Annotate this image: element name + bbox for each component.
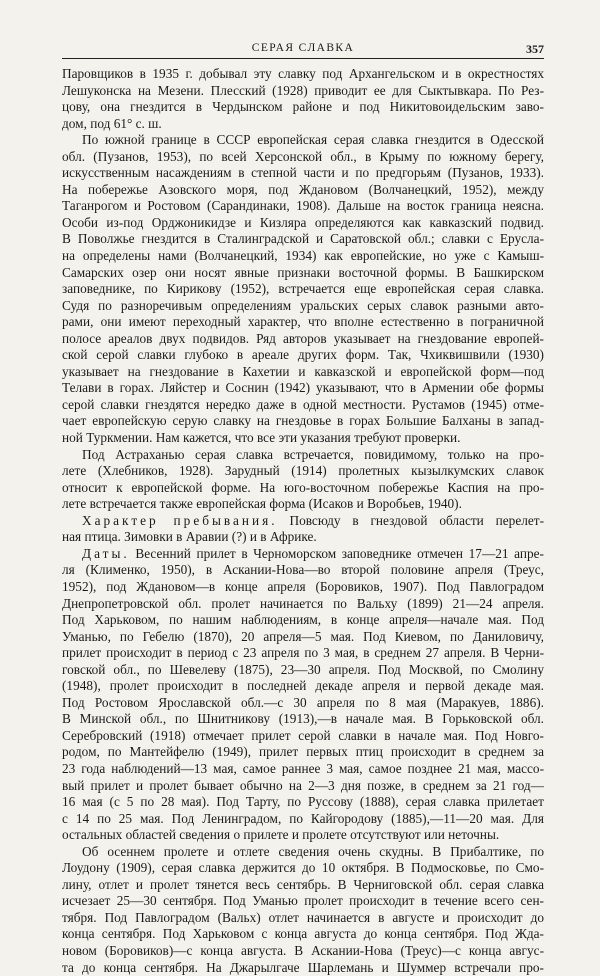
text-line: полосе ареалов двух подвидов. Ряд авторов указывает на гнездование европей- xyxy=(62,330,544,346)
text-line: прилет происходит в период с 23 апреля по 3 мая, в среднем 27 апреля. В Черни- xyxy=(62,645,544,661)
text-line: 23 года наблюдений—13 мая, самое раннее 3 мая, самое позднее 21 мая, массо- xyxy=(62,760,544,776)
text-line: Характер пребывания. Повсюду в гнездовой области перелет- xyxy=(82,512,544,528)
body-text xyxy=(62,66,544,976)
text-line: на определены нами (Волчанецкий, 1934) как европейские, но уже с Камыш- xyxy=(62,248,544,264)
text-line: Особи из-под Орджоникидзе и Кизляра определяются как кавказский подвид. xyxy=(62,214,544,230)
text-line: 1952), под Ждановом—в конце апреля (Боровиков, 1907). Под Павлоградом xyxy=(62,578,544,594)
text-line: тября. Под Павлоградом (Вальх) отлет начинается в августе и происходит до xyxy=(62,909,544,925)
text-line: говской обл., по Шевелеву (1875), 23—30 апреля. Под Москвой, по Смолину xyxy=(62,661,544,677)
text-line: чает европейскую серую славку на гнездовье в горах Большие Балханы в запад- xyxy=(62,413,544,429)
text-line: Серебровский (1918) отмечает прилет серой славки в начале мая. Под Новго- xyxy=(62,727,544,743)
text-line: Под Харьковом, по нашим наблюдениям, в конце апреля—начале мая. Под xyxy=(62,612,544,628)
page-number: 357 xyxy=(526,42,544,56)
text-line: серой славки гнездятся нередко даже в одной местности. Рустамов (1945) отме- xyxy=(62,396,544,412)
text-line: конца сентября. Под Харьковом с конца августа до конца сентября. Под Жда- xyxy=(62,926,544,942)
text-line: Паровщиков в 1935 г. добывал эту славку под Архангельском и в окрестностях xyxy=(62,66,544,81)
text-line: Лешуконска на Мезени. Плесский (1928) приводит ее для Сыктывкара. По Рез- xyxy=(62,82,544,98)
text-line: исчезает 25—30 сентября. Под Уманью пролет происходит в течение всего сен- xyxy=(62,893,544,909)
text-line: ля (Клименко, 1950), в Аскании-Нова—во второй половине апреля (Треус, xyxy=(62,562,544,578)
page-header xyxy=(62,42,544,62)
text-line: та до конца сентября. На Джарылгаче Шарлемань и Шуммер встречали про- xyxy=(62,959,544,975)
text-line: лете встречается также европейская форма (Исаков и Воробьев, 1940). xyxy=(62,496,462,512)
spaced-heading-word: Характер пребывания. xyxy=(82,512,278,528)
text-line: Самарских озер они носят явные признаки восточной формы. В Башкирском xyxy=(62,264,544,280)
text-line: ная птица. Зимовки в Аравии (?) и в Африке. xyxy=(62,529,317,545)
text-line: На побережье Азовского моря, под Ждановом (Волчанецкий, 1952), между xyxy=(62,181,544,197)
text-line: Об осеннем пролете и отлете сведения очень скудны. В Прибалтике, по xyxy=(82,843,544,859)
text-line: цову, она гнездится в Чердынском районе и под Никитовоидельским заво- xyxy=(62,99,544,115)
text-line: Под Астраханью серая славка встречается, повидимому, только на про- xyxy=(82,446,544,462)
text-line: вый прилет и пролет бывает обычно на 2—3 дня позже, в среднем за 21 год— xyxy=(62,777,544,793)
text-line: остальных областей сведения о прилете и пролете отсутствуют или неточны. xyxy=(62,827,500,843)
text-line: 16 мая (с 5 по 28 мая). Под Тарту, по Руссову (1888), серая славка прилетает xyxy=(62,794,544,810)
text-line: ной Туркмении. Нам кажется, что все эти указания требуют проверки. xyxy=(62,430,461,446)
text-line: обл. (Пузанов, 1953), по всей Херсонской обл., в Крыму по южному берегу, xyxy=(62,148,544,164)
text-line: Лоудону (1909), серая славка держится до 10 октября. В Подмосковье, по Смо- xyxy=(62,860,544,876)
text-line: ской серой славки глубоко в ареале других форм. Так, Чхиквишвили (1930) xyxy=(62,347,544,363)
text-line: Днепропетровской обл. пролет начинается по Вальху (1899) 21—24 апреля. xyxy=(62,595,544,611)
spaced-heading-word: Даты. xyxy=(82,545,130,561)
text-line: Уманью, по Гебелю (1870), 20 апреля—5 мая. Под Киевом, по Даниловичу, xyxy=(62,628,544,644)
text-line: лину, отлет и пролет тянется весь сентябрь. В Черниговской обл. серая славка xyxy=(62,876,544,892)
text-line: рами, они имеют переходный характер, что вполне естественно в пограничной xyxy=(62,314,544,330)
text-line: Таганрогом и Ростовом (Сарандинаки, 1908). Дальше на восток граница неясна. xyxy=(62,198,544,214)
text-line: с 14 по 25 мая. Под Ленинградом, по Кайгородову (1885),—11—20 мая. Для xyxy=(62,810,544,826)
text-line: родом, по Мантейфелю (1949), прилет первых птиц происходит в среднем за xyxy=(62,744,544,760)
text-line: дом, под 61° с. ш. xyxy=(62,115,162,131)
text-line: Даты. Весенний прилет в Черноморском заповеднике отмечен 17—21 апре- xyxy=(82,545,544,561)
text-line: указывает на гнездование в Кахетии и кавказской и европейской форм—под xyxy=(62,363,544,379)
text-line: В Минской обл., по Шнитникову (1913),—в начале мая. В Горьковской обл. xyxy=(62,711,544,727)
text-line: относит к европейской форме. На юго-восточном побережье Каспия на про- xyxy=(62,479,544,495)
text-line: лете (Хлебников, 1928). Зарудный (1914) пролетных кызылкумских славок xyxy=(62,463,544,479)
header-rule xyxy=(62,58,544,59)
text-line: Телави в горах. Ляйстер и Соснин (1942) указывают, что в Армении обе формы xyxy=(62,380,544,396)
text-line: Судя по разноречивым определениям уральских серых славок разными авто- xyxy=(62,297,544,313)
text-line: В Поволжье гнездится в Сталинградской и Саратовской обл.; славки с Ерусла- xyxy=(62,231,544,247)
text-line: новом (Боровиков)—с конца августа. В Аскании-Нова (Треус)—с конца авгус- xyxy=(62,942,544,958)
text-line: искусственным насаждениям в степной части и по предгорьям (Пузанов, 1933). xyxy=(62,165,544,181)
text-line: По южной границе в СССР европейская серая славка гнездится в Одесской xyxy=(82,132,544,148)
running-title: СЕРАЯ СЛАВКА xyxy=(251,42,355,54)
text-line: заповеднике, по Кирикову (1952), встречается еще европейская серая славка. xyxy=(62,281,544,297)
text-line: Под Ростовом Ярославской обл.—с 30 апреля по 8 мая (Маракуев, 1886). xyxy=(62,694,544,710)
text-line: (1948), пролет происходит в последней декаде апреля и первой декаде мая. xyxy=(62,678,544,694)
